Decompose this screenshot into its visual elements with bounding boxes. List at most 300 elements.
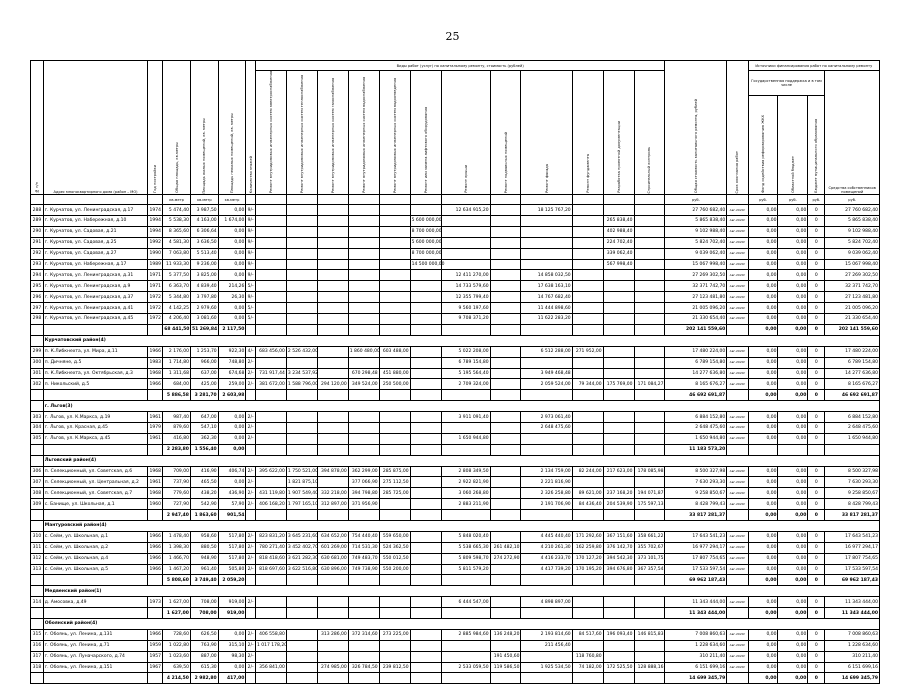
house-address: п. К.Либкнехта, ул. Октябрьская, д.3 — [43, 368, 148, 379]
work-cost — [348, 281, 379, 292]
total-cost: 5 865 838,40 — [665, 216, 727, 227]
owners-amount: 5 865 838,40 — [825, 216, 880, 227]
district-title: г. Льгов(3) — [43, 401, 879, 412]
deadline: Авг.2020г — [727, 226, 748, 237]
total-cost: 9 102 988,40 — [665, 226, 727, 237]
total-work-cell — [348, 608, 379, 619]
house-address: г. Курчатов, ул. Ленинградская, д.45 — [43, 314, 148, 325]
work-cost — [634, 216, 665, 227]
local-amount: 0 — [808, 346, 825, 357]
group-number-cell — [31, 586, 44, 597]
deadline: Авг.2020г — [727, 531, 748, 542]
district-group-row — [31, 586, 880, 597]
total-cost: 15 067 998,40 — [665, 259, 727, 270]
row-number: 312 — [31, 553, 44, 564]
total-work-cell — [521, 444, 572, 455]
build-year: 1968 — [148, 466, 163, 477]
total-work-cell — [255, 324, 286, 335]
deadline: Авг.2020г — [727, 248, 748, 259]
row-number: 306 — [31, 466, 44, 477]
work-cost: 2 526 432,00 — [286, 346, 317, 357]
work-cost: 171 084,27 — [634, 379, 665, 390]
fund-amount: 0,00 — [748, 248, 778, 259]
header-number: № п/п — [31, 61, 44, 195]
work-cost — [490, 597, 521, 608]
total-area: 5 538,30 — [163, 216, 191, 227]
total-floors-cell — [246, 510, 256, 521]
work-cost: 5 809 598,70 — [441, 553, 490, 564]
fund-amount: 0,00 — [748, 640, 778, 651]
total-regional: 0,00 — [778, 673, 808, 684]
work-cost — [286, 651, 317, 662]
total-work-cell — [490, 575, 521, 586]
house-row — [31, 270, 880, 281]
total-fund: 0,00 — [748, 390, 778, 401]
fund-amount: 0,00 — [748, 259, 778, 270]
work-cost: 191 450,60 — [490, 651, 521, 662]
total-year-cell — [148, 575, 163, 586]
total-work-cell — [317, 608, 348, 619]
work-cost — [379, 303, 410, 314]
fund-amount: 0,00 — [748, 292, 778, 303]
work-cost — [490, 237, 521, 248]
house-address: г. Льгов, ул. Красная, д.45 — [43, 422, 148, 433]
total-work-cell — [490, 324, 521, 335]
work-cost — [410, 466, 441, 477]
living-area: 880,50 — [190, 542, 218, 553]
work-cost — [348, 357, 379, 368]
total-work-cell — [634, 673, 665, 684]
district-total-row — [31, 390, 880, 401]
row-number: 305 — [31, 433, 44, 444]
house-row — [31, 422, 880, 433]
regional-amount: 0,00 — [778, 270, 808, 281]
deadline: Авг.2020г — [727, 281, 748, 292]
work-cost — [603, 368, 634, 379]
work-cost: 567 998,40 — [603, 259, 634, 270]
total-work-cell — [441, 510, 490, 521]
unit-area-living: кв.метр — [190, 195, 218, 205]
owners-amount: 14 277 636,80 — [825, 368, 880, 379]
work-cost — [490, 314, 521, 325]
work-cost — [490, 226, 521, 237]
work-cost — [379, 226, 410, 237]
fund-amount: 0,00 — [748, 499, 778, 510]
work-cost — [286, 433, 317, 444]
house-row — [31, 466, 880, 477]
fund-amount: 0,00 — [748, 564, 778, 575]
local-amount: 0 — [808, 357, 825, 368]
total-area: 1 627,00 — [163, 608, 191, 619]
work-cost — [490, 466, 521, 477]
work-cost — [603, 412, 634, 423]
work-cost — [490, 281, 521, 292]
work-cost: 3 645 231,60 — [286, 531, 317, 542]
nonliving-area: 98,30 — [218, 651, 246, 662]
house-row — [31, 216, 880, 227]
total-regional: 0,00 — [778, 608, 808, 619]
work-cost — [379, 412, 410, 423]
nonliving-area: 315,10 — [218, 640, 246, 651]
total-work-cell — [572, 673, 603, 684]
deadline: Авг.2020г — [727, 314, 748, 325]
regional-amount: 0,00 — [778, 237, 808, 248]
work-cost — [490, 422, 521, 433]
work-cost — [317, 292, 348, 303]
work-cost — [490, 248, 521, 259]
work-cost: 2 533 059,50 — [441, 662, 490, 673]
work-cost: 1 650 944,80 — [441, 433, 490, 444]
total-work-cell — [317, 575, 348, 586]
table-body — [31, 205, 880, 684]
work-cost — [490, 292, 521, 303]
house-address: г. Льгов, ул. К.Маркса, д.45 — [43, 433, 148, 444]
work-cost: 5 811 579,20 — [441, 564, 490, 575]
regional-amount: 0,00 — [778, 281, 808, 292]
build-year: 1966 — [148, 564, 163, 575]
work-cost — [634, 292, 665, 303]
house-address: г. Курчатов, ул. Ленинградская, д.9 — [43, 281, 148, 292]
work-cost — [348, 270, 379, 281]
fund-amount: 0,00 — [748, 281, 778, 292]
living-area: 961,40 — [190, 564, 218, 575]
work-cost — [255, 292, 286, 303]
total-area: 2 176,00 — [163, 346, 191, 357]
work-cost — [603, 314, 634, 325]
row-number: 318 — [31, 662, 44, 673]
total-deadline-cell — [727, 444, 748, 455]
total-work-cell — [572, 510, 603, 521]
total-work-cell — [317, 444, 348, 455]
total-owners — [825, 444, 880, 455]
work-cost: 367 357,54 — [634, 564, 665, 575]
total-cost: 1 650 944,80 — [665, 433, 727, 444]
regional-amount: 0,00 — [778, 412, 808, 423]
total-area: 5 474,40 — [163, 205, 191, 216]
local-amount: 0 — [808, 412, 825, 423]
work-cost — [286, 412, 317, 423]
total-work-cell — [441, 575, 490, 586]
header-owners: Средства собственников помещений — [825, 71, 880, 195]
total-nonliving-area: 0,00 — [218, 444, 246, 455]
row-number: 309 — [31, 499, 44, 510]
deadline: Авг.2020г — [727, 662, 748, 673]
house-address: г. Льгов, ул. К.Маркса, д.19 — [43, 412, 148, 423]
header-work-facade: Ремонт фасада — [521, 71, 572, 195]
work-cost: 294 120,00 — [317, 379, 348, 390]
header-works-group: Виды работ (услуг) по капитальному ремонту, стоимость (рублей) — [255, 61, 664, 71]
work-cost — [379, 499, 410, 510]
living-area: 1 253,70 — [190, 346, 218, 357]
work-cost — [441, 259, 490, 270]
total-owners: 33 817 281,37 — [825, 510, 880, 521]
work-cost: 373 101,75 — [634, 553, 665, 564]
total-work-cell — [286, 608, 317, 619]
work-cost — [410, 368, 441, 379]
total-area: 5 344,80 — [163, 292, 191, 303]
work-cost: 5 848 020,40 — [441, 531, 490, 542]
build-year: 1967 — [148, 662, 163, 673]
work-cost — [634, 412, 665, 423]
owners-amount: 21 330 654,40 — [825, 314, 880, 325]
deadline: Авг.2020г — [727, 477, 748, 488]
total-area: 11 933,30 — [163, 259, 191, 270]
work-cost: 312 897,00 — [317, 499, 348, 510]
work-cost — [634, 314, 665, 325]
header-local: Бюджет муниципального образования — [808, 95, 825, 194]
total-living-area: 51 269,84 — [190, 324, 218, 335]
floors: 9/- — [246, 237, 256, 248]
work-cost — [634, 640, 665, 651]
work-cost: 171 292,60 — [572, 531, 603, 542]
total-work-cell — [379, 444, 410, 455]
work-cost: 14 733 579,60 — [441, 281, 490, 292]
total-work-cell — [634, 575, 665, 586]
work-cost: 146 815,83 — [634, 629, 665, 640]
work-cost — [603, 640, 634, 651]
work-cost — [317, 433, 348, 444]
nonliving-area: 1 674,00 — [218, 216, 246, 227]
total-area: 5 808,60 — [163, 575, 191, 586]
work-cost: 2 648 475,60 — [521, 422, 572, 433]
fund-amount: 0,00 — [748, 542, 778, 553]
living-area: 4 163,00 — [190, 216, 218, 227]
work-cost — [634, 422, 665, 433]
house-address: г. Обоянь, ул. Ленина, д.71 — [43, 640, 148, 651]
work-cost — [348, 205, 379, 216]
regional-amount: 0,00 — [778, 553, 808, 564]
work-cost: 749 483,70 — [348, 553, 379, 564]
living-area: 416,90 — [190, 466, 218, 477]
total-work-cell — [634, 444, 665, 455]
work-cost: 261 482,10 — [490, 542, 521, 553]
total-deadline-cell — [727, 673, 748, 684]
work-cost — [348, 216, 379, 227]
work-cost: 358 661,22 — [634, 531, 665, 542]
work-cost — [286, 216, 317, 227]
work-cost: 119 586,50 — [490, 662, 521, 673]
work-cost — [410, 629, 441, 640]
work-cost — [441, 226, 490, 237]
work-cost: 376 142,70 — [603, 542, 634, 553]
house-address: г. Курчатов, ул. Набережная, д.17 — [43, 259, 148, 270]
work-cost — [348, 303, 379, 314]
work-cost: 630 681,00 — [317, 553, 348, 564]
living-area: 3 797,80 — [190, 292, 218, 303]
house-row — [31, 629, 880, 640]
total-area: 1 398,30 — [163, 542, 191, 553]
work-cost: 172 525,50 — [603, 662, 634, 673]
house-address: д. Амосовка, д.49 — [43, 597, 148, 608]
local-amount: 0 — [808, 542, 825, 553]
work-cost — [255, 433, 286, 444]
nonliving-area: 748,80 — [218, 357, 246, 368]
total-cost: 11 343 444,00 — [665, 597, 727, 608]
work-cost: 2 808 349,50 — [441, 466, 490, 477]
work-cost: 2 221 816,90 — [521, 477, 572, 488]
work-cost — [634, 477, 665, 488]
build-year: 1979 — [148, 422, 163, 433]
row-number: 313 — [31, 564, 44, 575]
work-cost — [634, 226, 665, 237]
work-cost — [603, 651, 634, 662]
build-year: 1961 — [148, 433, 163, 444]
work-cost: 603 488,00 — [379, 346, 410, 357]
work-cost — [379, 651, 410, 662]
house-row — [31, 314, 880, 325]
work-cost — [286, 270, 317, 281]
house-row — [31, 564, 880, 575]
work-cost — [255, 237, 286, 248]
total-year-cell — [148, 444, 163, 455]
row-number: 295 — [31, 281, 44, 292]
total-local: 0 — [808, 673, 825, 684]
fund-amount: 0,00 — [748, 412, 778, 423]
work-cost — [348, 226, 379, 237]
floors: 2/- — [246, 433, 256, 444]
total-work-cell — [379, 673, 410, 684]
work-cost — [634, 303, 665, 314]
total-area: 1 627,00 — [163, 597, 191, 608]
house-address: г. Курчатов, ул. Ленинградская, д.31 — [43, 270, 148, 281]
deadline: Авг.2020г — [727, 259, 748, 270]
work-cost — [379, 357, 410, 368]
work-cost — [572, 237, 603, 248]
row-number: 289 — [31, 216, 44, 227]
work-cost — [286, 248, 317, 259]
total-floors-cell — [246, 575, 256, 586]
work-cost: 406 558,80 — [255, 629, 286, 640]
total-work-cell — [572, 390, 603, 401]
total-work-cell — [255, 575, 286, 586]
floors: 5/- — [246, 314, 256, 325]
floors: 9/- — [246, 248, 256, 259]
total-work-cell — [603, 444, 634, 455]
work-cost — [410, 531, 441, 542]
total-local — [808, 444, 825, 455]
nonliving-area: 26,30 — [218, 292, 246, 303]
work-cost: 178 085,98 — [634, 466, 665, 477]
work-cost — [255, 270, 286, 281]
work-cost — [286, 226, 317, 237]
regional-amount: 0,00 — [778, 259, 808, 270]
work-cost — [410, 422, 441, 433]
nonliving-area: 505,80 — [218, 564, 246, 575]
total-fund — [748, 444, 778, 455]
total-work-cell — [317, 324, 348, 335]
local-amount: 0 — [808, 379, 825, 390]
work-cost — [379, 433, 410, 444]
total-work-cell — [521, 608, 572, 619]
regional-amount: 0,00 — [778, 226, 808, 237]
total-address-cell — [43, 575, 148, 586]
work-cost — [634, 259, 665, 270]
deadline: Авг.2020г — [727, 216, 748, 227]
total-owners: 69 962 187,43 — [825, 575, 880, 586]
district-total-row — [31, 510, 880, 521]
work-cost: 5 600 000,00 — [410, 216, 441, 227]
work-cost — [410, 281, 441, 292]
fund-amount: 0,00 — [748, 368, 778, 379]
district-title: Курчатовский район(4) — [43, 335, 879, 346]
work-cost: 14 858 032,50 — [521, 270, 572, 281]
regional-amount: 0,00 — [778, 346, 808, 357]
build-year: 1994 — [148, 216, 163, 227]
owners-amount: 6 151 699,16 — [825, 662, 880, 673]
fund-amount: 0,00 — [748, 357, 778, 368]
total-fund: 0,00 — [748, 673, 778, 684]
regional-amount: 0,00 — [778, 564, 808, 575]
work-cost — [410, 662, 441, 673]
work-cost: 4 898 897,00 — [521, 597, 572, 608]
total-work-cell — [603, 608, 634, 619]
floors: 2/- — [246, 542, 256, 553]
row-number: 288 — [31, 205, 44, 216]
work-cost — [379, 640, 410, 651]
work-cost — [410, 499, 441, 510]
work-cost: 731 917,44 — [255, 368, 286, 379]
total-deadline-cell — [727, 390, 748, 401]
work-cost — [521, 651, 572, 662]
total-cost: 27 760 682,40 — [665, 205, 727, 216]
total-cost: 27 123 481,80 — [665, 292, 727, 303]
build-year: 1961 — [148, 477, 163, 488]
district-group-row — [31, 455, 880, 466]
fund-amount: 0,00 — [748, 237, 778, 248]
floors: 9/- — [246, 226, 256, 237]
owners-amount: 7 630 293,30 — [825, 477, 880, 488]
house-address: г. Курчатов, ул. Набережная, д.10 — [43, 216, 148, 227]
row-number: 298 — [31, 314, 44, 325]
district-title: Мантуровский район(4) — [43, 520, 879, 531]
total-work-cell — [286, 673, 317, 684]
work-cost — [572, 270, 603, 281]
nonliving-area: 0,00 — [218, 303, 246, 314]
local-amount: 0 — [808, 259, 825, 270]
work-cost — [255, 259, 286, 270]
nonliving-area: 0,00 — [218, 270, 246, 281]
work-cost — [634, 248, 665, 259]
total-living-area: 2 982,80 — [190, 673, 218, 684]
house-row — [31, 477, 880, 488]
nonliving-area: 517,80 — [218, 553, 246, 564]
work-cost — [572, 248, 603, 259]
owners-amount: 8 165 676,27 — [825, 379, 880, 390]
owners-amount: 17 480 224,00 — [825, 346, 880, 357]
total-area: 4 581,30 — [163, 237, 191, 248]
build-year: 1973 — [148, 597, 163, 608]
floors: 9/- — [246, 259, 256, 270]
total-area: 8 365,60 — [163, 226, 191, 237]
total-area: 1 478,40 — [163, 531, 191, 542]
work-cost — [572, 422, 603, 433]
owners-amount: 6 789 154,80 — [825, 357, 880, 368]
work-cost: 170 127,20 — [572, 553, 603, 564]
nonliving-area: 0,00 — [218, 205, 246, 216]
work-cost: 128 888,16 — [634, 662, 665, 673]
house-address: г. Обоянь, ул. Луначарского, д.74 — [43, 651, 148, 662]
fund-amount: 0,00 — [748, 553, 778, 564]
local-amount: 0 — [808, 629, 825, 640]
total-work-cell — [348, 510, 379, 521]
capital-repair-table — [30, 60, 880, 684]
work-cost — [572, 292, 603, 303]
total-address-cell — [43, 444, 148, 455]
total-work-cell — [521, 510, 572, 521]
work-cost — [441, 248, 490, 259]
total-area: 2 947,40 — [163, 510, 191, 521]
living-area: 615,30 — [190, 662, 218, 673]
